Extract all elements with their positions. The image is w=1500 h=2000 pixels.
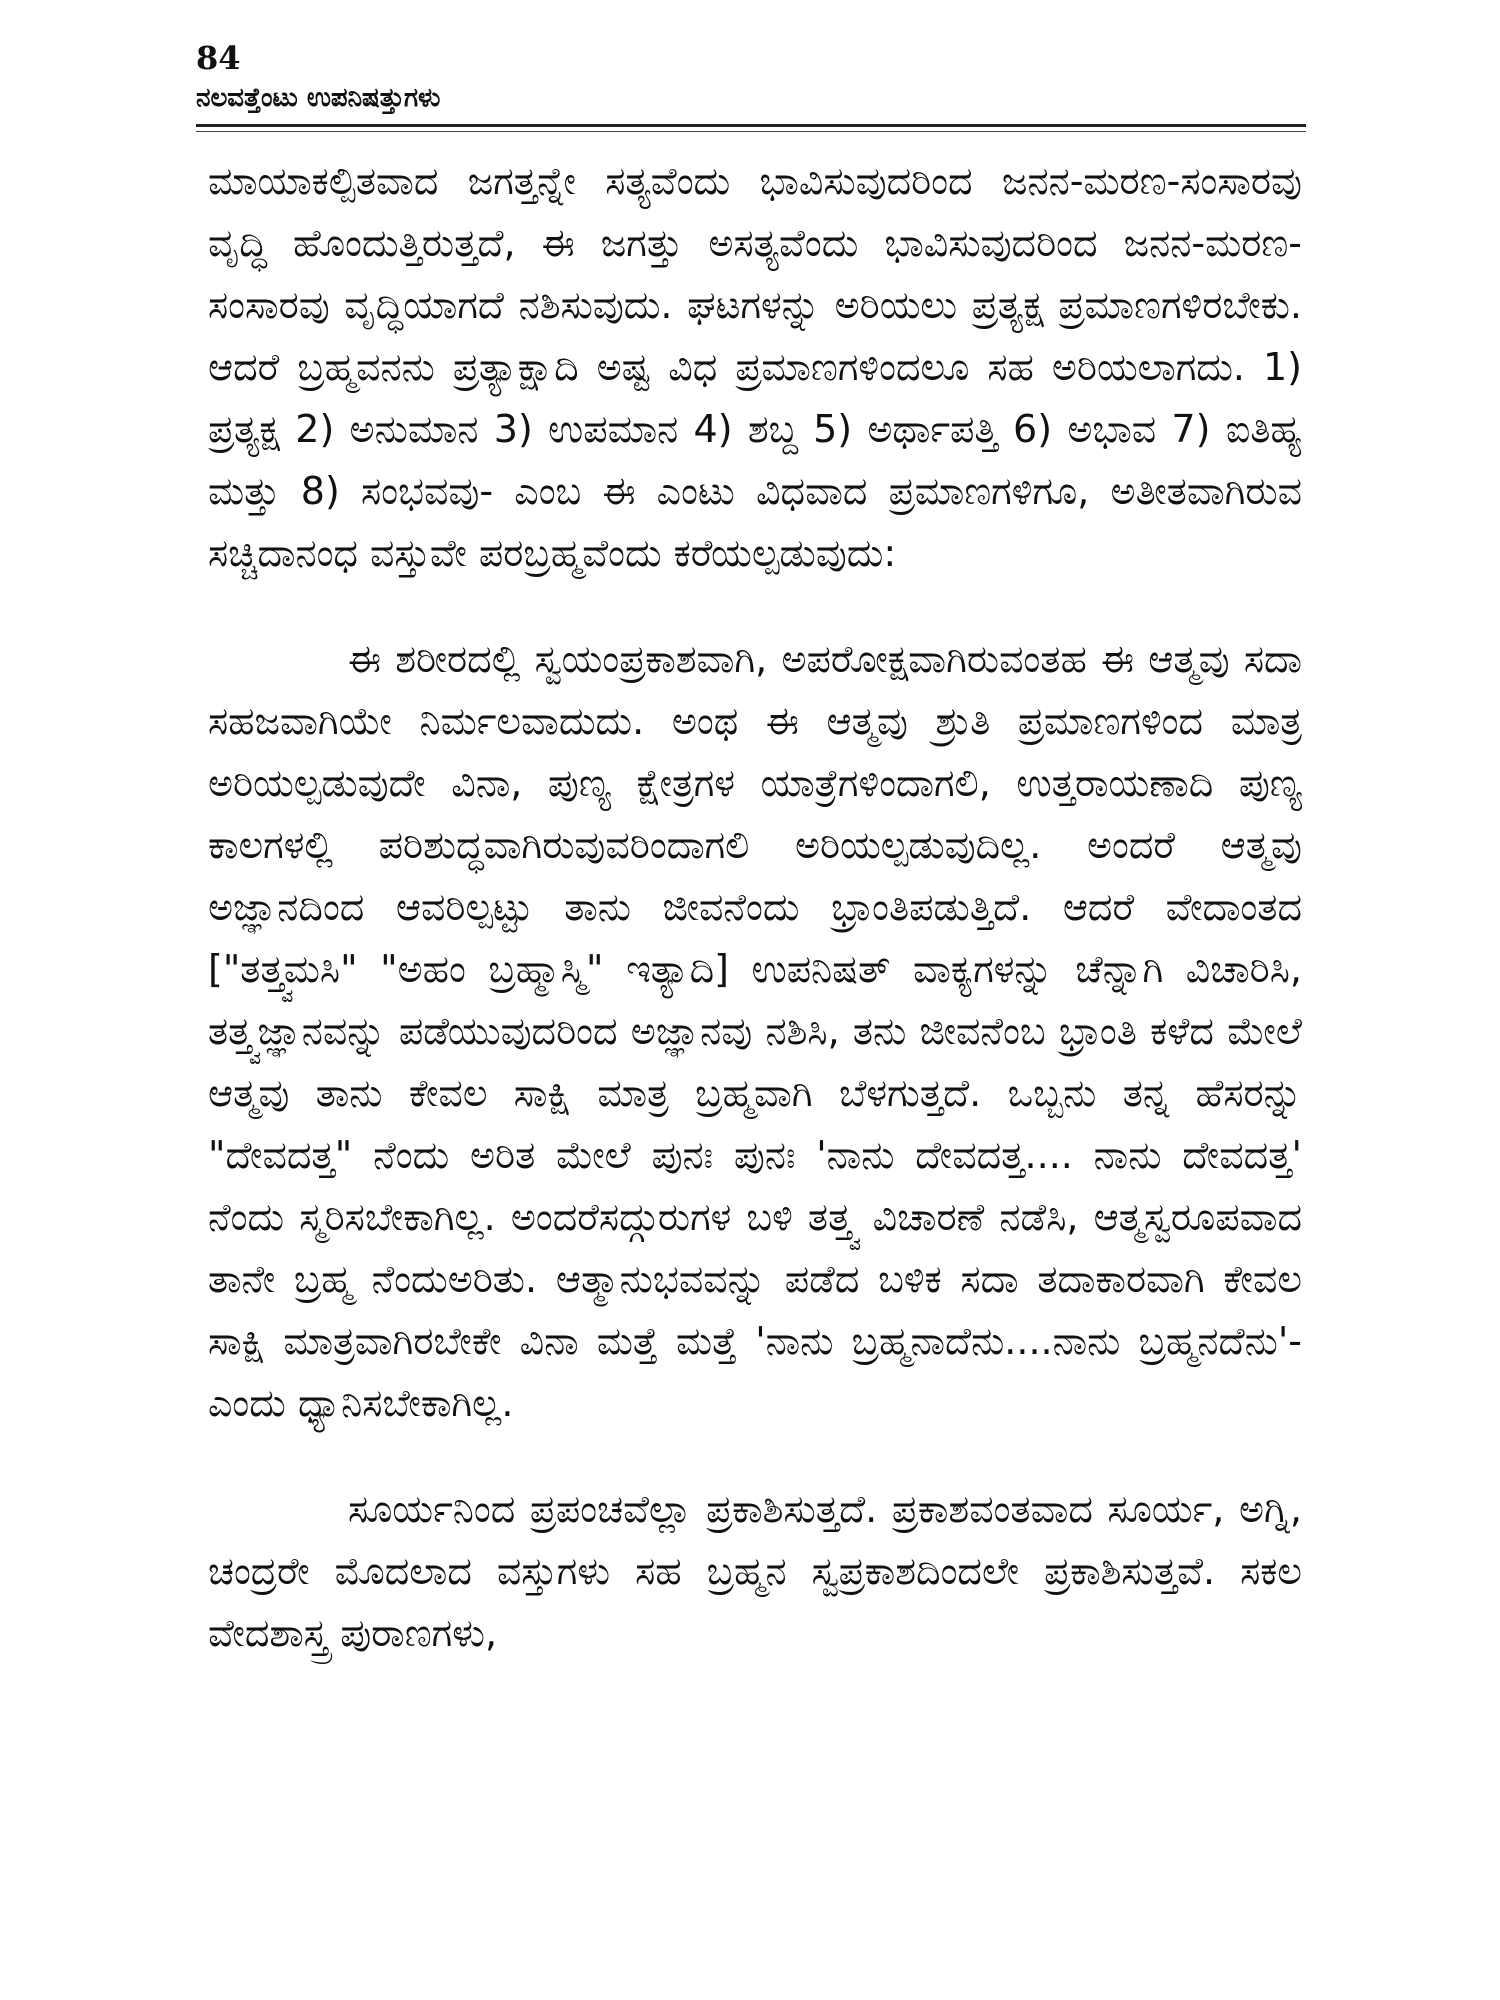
page-number: 84	[196, 39, 241, 77]
header-rule-thick	[196, 124, 1306, 127]
page-header	[196, 38, 1306, 116]
paragraph-3: ಸೂರ್ಯನಿಂದ ಪ್ರಪಂಚವೆಲ್ಲಾ ಪ್ರಕಾಶಿಸುತ್ತದೆ. ಪ್ರಕಾಶವಂತವಾದ ಸೂರ್ಯ, ಅಗ್ನಿ, ಚಂದ್ರರೇ ಮೊದಲಾದ ವಸ್ತುಗಳು ಸಹ ಬ್ರಹ್ಮನ ಸ್ವಪ್ರಕಾಶದಿಂದಲೇ ಪ್ರಕಾಶಿಸುತ್ತವೆ. ಸಕಲ ವೇದಶಾಸ್ತ್ರ ಪುರಾಣಗಳು,	[208, 1487, 1302, 1655]
paragraph-2: ಈ ಶರೀರದಲ್ಲಿ ಸ್ವಯಂಪ್ರಕಾಶವಾಗಿ, ಅಪರೋಕ್ಷವಾಗಿರುವಂತಹ ಈ ಆತ್ಮವು ಸದಾ ಸಹಜವಾಗಿಯೇ ನಿರ್ಮಲವಾದುದು. ಅಂಥ ಈ ಆತ್ಮವು ಶ್ರುತಿ ಪ್ರಮಾಣಗಳಿಂದ ಮಾತ್ರ ಅರಿಯಲ್ಪಡುವುದೇ ವಿನಾ, ಪುಣ್ಯ ಕ್ಷೇತ್ರಗಳ ಯಾತ್ರೆಗಳಿಂದಾಗಲಿ, ಉತ್ತರಾಯಣಾದಿ ಪುಣ್ಯ ಕಾಲಗಳಲ್ಲಿ ಪರಿಶುದ್ಧವಾಗಿರುವುವರಿಂದಾಗಲಿ ಅರಿಯಲ್ಪಡುವುದಿಲ್ಲ. ಅಂದರೆ ಆತ್ಮವು ಅಜ್ಞಾನದಿಂದ ಆವರಿಲ್ಪಟ್ಟು ತಾನು ಜೀವನೆಂದು ಭ್ರಾಂತಿಪಡುತ್ತಿದೆ. ಆದರೆ ವೇದಾಂತದ ["ತತ್ತ್ವಮಸಿ" "ಅಹಂ ಬ್ರಹ್ಮಾಸ್ಮಿ" ಇತ್ಯಾದಿ] ಉಪನಿಷತ್ ವಾಕ್ಯಗಳನ್ನು ಚೆನ್ನಾಗಿ ವಿಚಾರಿಸಿ, ತತ್ತ್ವಜ್ಞಾನವನ್ನು ಪಡೆಯುವುದರಿಂದ ಅಜ್ಞಾನವು ನಶಿಸಿ, ತನು ಜೀವನೆಂಬ ಭ್ರಾಂತಿ ಕಳೆದ ಮೇಲೆ ಆತ್ಮವು ತಾನು ಕೇವಲ ಸಾಕ್ಷಿ ಮಾತ್ರ ಬ್ರಹ್ಮವಾಗಿ ಬೆಳಗುತ್ತದೆ. ಒಬ್ಬನು ತನ್ನ ಹೆಸರನ್ನು "ದೇವದತ್ತ" ನೆಂದು ಅರಿತ ಮೇಲೆ ಪುನಃ ಪುನಃ 'ನಾನು ದೇವದತ್ತ.... ನಾನು ದೇವದತ್ತ' ನೆಂದು ಸ್ಮರಿಸಬೇಕಾಗಿಲ್ಲ. ಅಂದರೆಸದ್ಗುರುಗಳ ಬಳಿ ತತ್ತ್ವ ವಿಚಾರಣೆ ನಡೆಸಿ, ಆತ್ಮಸ್ವರೂಪವಾದ ತಾನೇ ಬ್ರಹ್ಮ ನೆಂದುಅರಿತು. ಆತ್ಮಾನುಭವವನ್ನು ಪಡೆದ ಬಳಿಕ ಸದಾ ತದಾಕಾರವಾಗಿ ಕೇವಲ ಸಾಕ್ಷಿ ಮಾತ್ರವಾಗಿರಬೇಕೇ ವಿನಾ ಮತ್ತೆ ಮತ್ತೆ 'ನಾನು ಬ್ರಹ್ಮನಾದೆನು....ನಾನು ಬ್ರಹ್ಮನದೆನು'-ಎಂದು ಧ್ಯಾನಿಸಬೇಕಾಗಿಲ್ಲ.	[208, 637, 1302, 1425]
body-text	[208, 150, 1302, 1664]
paragraph-1: ಮಾಯಾಕಲ್ಪಿತವಾದ ಜಗತ್ತನ್ನೇ ಸತ್ಯವೆಂದು ಭಾವಿಸುವುದರಿಂದ ಜನನ-ಮರಣ-ಸಂಸಾರವು ವೃದ್ಧಿ ಹೊಂದುತ್ತಿರುತ್ತದೆ, ಈ ಜಗತ್ತು ಅಸತ್ಯವೆಂದು ಭಾವಿಸುವುದರಿಂದ ಜನನ-ಮರಣ-ಸಂಸಾರವು ವೃದ್ಧಿಯಾಗದೆ ನಶಿಸುವುದು. ಘಟಗಳನ್ನು ಅರಿಯಲು ಪ್ರತ್ಯಕ್ಷ ಪ್ರಮಾಣಗಳಿರಬೇಕು. ಆದರೆ ಬ್ರಹ್ಮವನನು ಪ್ರತ್ಯಾಕ್ಷಾದಿ ಅಷ್ಟ ವಿಧ ಪ್ರಮಾಣಗಳಿಂದಲೂ ಸಹ ಅರಿಯಲಾಗದು. 1) ಪ್ರತ್ಯಕ್ಷ 2) ಅನುಮಾನ 3) ಉಪಮಾನ 4) ಶಬ್ದ 5) ಅರ್ಥಾಪತ್ತಿ 6) ಅಭಾವ 7) ಐತಿಹ್ಯ ಮತ್ತು 8) ಸಂಭವವು- ಎಂಬ ಈ ಎಂಟು ವಿಧವಾದ ಪ್ರಮಾಣಗಳಿಗೂ, ಅತೀತವಾಗಿರುವ ಸಚ್ಚಿದಾನಂಧ ವಸ್ತುವೇ ಪರಬ್ರಹ್ಮವೆಂದು ಕರೆಯಲ್ಪಡುವುದು:	[208, 159, 1302, 575]
running-title: ನಲವತ್ತೆಂಟು ಉಪನಿಷತ್ತುಗಳು	[196, 83, 441, 113]
header-rule-thin	[196, 131, 1306, 132]
